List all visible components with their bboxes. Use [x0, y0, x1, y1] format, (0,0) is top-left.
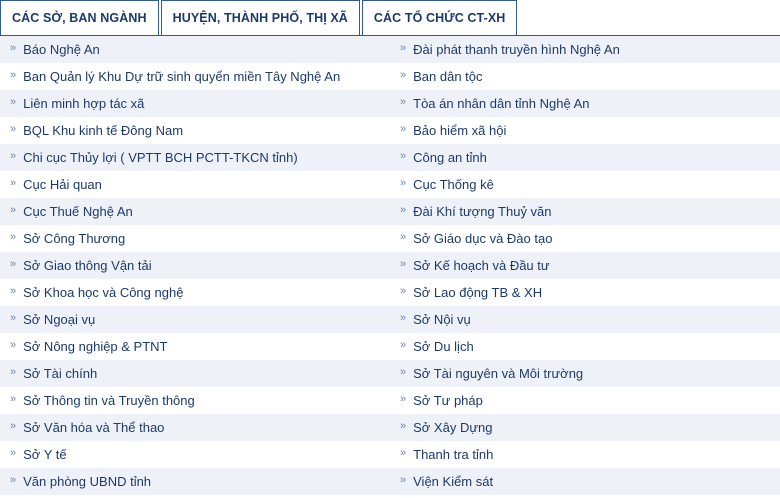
list-item[interactable] — [390, 441, 780, 468]
list-item-label[interactable]: Ban Quản lý Khu Dự trữ sinh quyển miền Tây Nghệ An — [23, 69, 341, 84]
list-item[interactable] — [0, 198, 390, 225]
tab-departments[interactable] — [0, 0, 159, 35]
list-item-label[interactable]: Văn phòng UBND tỉnh — [23, 474, 152, 489]
tab-districts-label: HUYỆN, THÀNH PHỐ, THỊ XÃ — [172, 11, 348, 25]
chevron-double-right-icon: » — [10, 177, 17, 189]
list-item[interactable] — [390, 252, 780, 279]
list-item-label[interactable]: Viện Kiểm sát — [413, 474, 494, 489]
chevron-double-right-icon: » — [400, 123, 407, 135]
list-item-label[interactable]: Công an tỉnh — [413, 150, 487, 165]
organization-list — [0, 36, 780, 495]
list-item-label[interactable]: Thanh tra tỉnh — [413, 447, 494, 462]
chevron-double-right-icon: » — [10, 42, 17, 54]
chevron-double-right-icon: » — [400, 96, 407, 108]
list-item-label[interactable]: Sở Nội vụ — [413, 312, 471, 327]
list-item-label[interactable]: Sở Giao thông Vận tải — [23, 258, 152, 273]
list-item-label[interactable]: Cục Thuế Nghệ An — [23, 204, 133, 219]
list-item[interactable] — [390, 306, 780, 333]
list-item[interactable] — [0, 144, 390, 171]
chevron-double-right-icon: » — [10, 204, 17, 216]
list-item[interactable] — [0, 468, 390, 495]
list-item-label[interactable]: Đài Khí tượng Thuỷ văn — [413, 204, 552, 219]
list-item[interactable] — [390, 63, 780, 90]
list-item-label[interactable]: Sở Ngoại vụ — [23, 312, 96, 327]
list-item[interactable] — [0, 387, 390, 414]
list-item-label[interactable]: BQL Khu kinh tế Đông Nam — [23, 123, 184, 138]
list-item-label[interactable]: Sở Văn hóa và Thể thao — [23, 420, 165, 435]
chevron-double-right-icon: » — [400, 312, 407, 324]
list-item[interactable] — [0, 225, 390, 252]
tab-bar — [0, 0, 780, 36]
chevron-double-right-icon: » — [400, 204, 407, 216]
list-item-label[interactable]: Đài phát thanh truyền hình Nghệ An — [413, 42, 620, 57]
list-item-label[interactable]: Sở Giáo dục và Đào tạo — [413, 231, 553, 246]
list-item-label[interactable]: Sở Tư pháp — [413, 393, 483, 408]
list-item-label[interactable]: Sở Thông tin và Truyền thông — [23, 393, 195, 408]
chevron-double-right-icon: » — [400, 285, 407, 297]
list-item[interactable] — [0, 360, 390, 387]
list-item[interactable] — [390, 117, 780, 144]
chevron-double-right-icon: » — [10, 447, 17, 459]
list-item[interactable] — [0, 279, 390, 306]
chevron-double-right-icon: » — [10, 231, 17, 243]
list-item[interactable] — [390, 360, 780, 387]
list-item[interactable] — [390, 333, 780, 360]
chevron-double-right-icon: » — [10, 339, 17, 351]
chevron-double-right-icon: » — [10, 312, 17, 324]
list-item[interactable] — [390, 414, 780, 441]
tab-social-organizations-label: CÁC TỔ CHỨC CT-XH — [373, 11, 506, 25]
list-item[interactable] — [0, 90, 390, 117]
list-item[interactable] — [390, 90, 780, 117]
list-item[interactable] — [390, 198, 780, 225]
chevron-double-right-icon: » — [10, 96, 17, 108]
list-item-label[interactable]: Ban dân tộc — [413, 69, 483, 84]
chevron-double-right-icon: » — [400, 393, 407, 405]
right-column — [390, 36, 780, 495]
chevron-double-right-icon: » — [400, 474, 407, 486]
list-item-label[interactable]: Tòa án nhân dân tỉnh Nghệ An — [413, 96, 590, 111]
chevron-double-right-icon: » — [400, 69, 407, 81]
list-item-label[interactable]: Sở Tài nguyên và Môi trường — [413, 366, 584, 381]
list-item[interactable] — [390, 387, 780, 414]
chevron-double-right-icon: » — [10, 258, 17, 270]
chevron-double-right-icon: » — [400, 231, 407, 243]
list-item-label[interactable]: Sở Lao động TB & XH — [413, 285, 543, 300]
list-item[interactable] — [0, 252, 390, 279]
list-item-label[interactable]: Sở Tài chính — [23, 366, 98, 381]
chevron-double-right-icon: » — [400, 339, 407, 351]
list-item[interactable] — [390, 144, 780, 171]
chevron-double-right-icon: » — [400, 420, 407, 432]
list-item-label[interactable]: Sở Công Thương — [23, 231, 126, 246]
list-item-label[interactable]: Sở Du lịch — [413, 339, 474, 354]
list-item-label[interactable]: Sở Y tế — [23, 447, 67, 462]
chevron-double-right-icon: » — [400, 42, 407, 54]
list-item[interactable] — [390, 36, 780, 63]
list-item-label[interactable]: Sở Khoa học và Công nghệ — [23, 285, 184, 300]
chevron-double-right-icon: » — [10, 123, 17, 135]
list-item-label[interactable]: Chi cục Thủy lợi ( VPTT BCH PCTT-TKCN tỉnh) — [23, 150, 298, 165]
list-item-label[interactable]: Cục Thống kê — [413, 177, 494, 192]
list-item[interactable] — [0, 306, 390, 333]
chevron-double-right-icon: » — [400, 177, 407, 189]
list-item-label[interactable]: Sở Kế hoạch và Đầu tư — [413, 258, 550, 273]
tab-districts[interactable] — [161, 0, 360, 35]
list-item-label[interactable]: Báo Nghệ An — [23, 42, 100, 57]
list-item[interactable] — [0, 441, 390, 468]
tab-social-organizations[interactable] — [362, 0, 518, 35]
list-item[interactable] — [0, 333, 390, 360]
chevron-double-right-icon: » — [10, 69, 17, 81]
left-column — [0, 36, 390, 495]
chevron-double-right-icon: » — [10, 393, 17, 405]
chevron-double-right-icon: » — [10, 420, 17, 432]
list-item-label[interactable]: Bảo hiểm xã hội — [413, 123, 507, 138]
chevron-double-right-icon: » — [10, 366, 17, 378]
list-item[interactable] — [390, 225, 780, 252]
chevron-double-right-icon: » — [400, 366, 407, 378]
chevron-double-right-icon: » — [10, 474, 17, 486]
list-item[interactable] — [0, 117, 390, 144]
list-item-label[interactable]: Sở Xây Dựng — [413, 420, 493, 435]
list-item[interactable] — [390, 279, 780, 306]
list-item[interactable] — [390, 468, 780, 495]
list-item[interactable] — [0, 36, 390, 63]
list-item-label[interactable]: Cục Hải quan — [23, 177, 102, 192]
list-item[interactable] — [0, 171, 390, 198]
list-item-label[interactable]: Liên minh hợp tác xã — [23, 96, 145, 111]
chevron-double-right-icon: » — [10, 150, 17, 162]
list-item[interactable] — [390, 171, 780, 198]
list-item[interactable] — [0, 63, 390, 90]
chevron-double-right-icon: » — [400, 258, 407, 270]
chevron-double-right-icon: » — [400, 447, 407, 459]
list-item-label[interactable]: Sở Nông nghiệp & PTNT — [23, 339, 168, 354]
list-item[interactable] — [0, 414, 390, 441]
chevron-double-right-icon: » — [10, 285, 17, 297]
tab-departments-label: CÁC SỞ, BAN NGÀNH — [12, 11, 147, 25]
chevron-double-right-icon: » — [400, 150, 407, 162]
